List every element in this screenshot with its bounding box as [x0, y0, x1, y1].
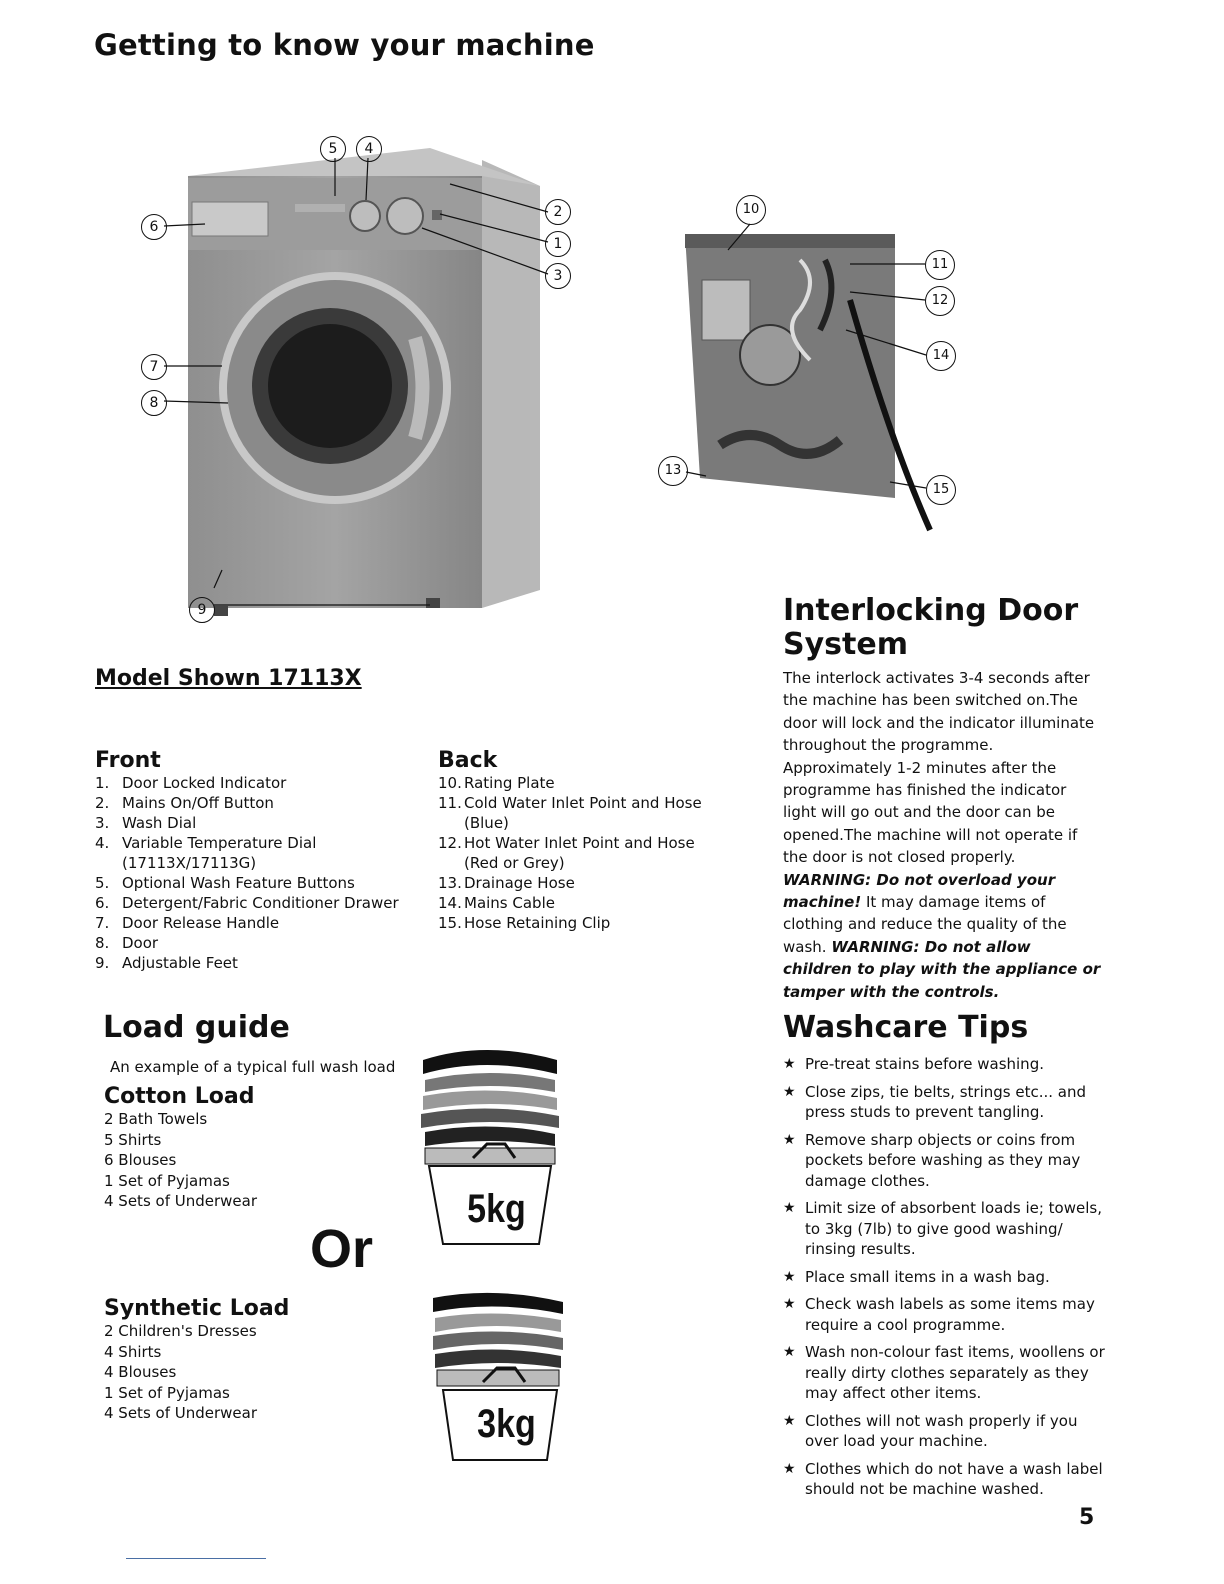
- list-item: 7. Door Release Handle: [95, 914, 280, 932]
- list-item: ★ Check wash labels as some items may require a cool programme.: [783, 1295, 1095, 1334]
- list-item: ★ Clothes will not wash properly if you over load your machine.: [783, 1411, 1078, 1450]
- star-icon: ★: [783, 1131, 796, 1148]
- page-title: Getting to know your machine: [94, 28, 595, 62]
- front-heading: Front: [95, 748, 161, 773]
- callout-5: 5: [320, 136, 346, 162]
- list-item: ★ Remove sharp objects or coins from pockets before washing as they may damage clothes.: [783, 1130, 1081, 1190]
- callout-4: 4: [356, 136, 382, 162]
- list-item: 10. Rating Plate: [438, 774, 555, 792]
- back-section: [438, 748, 738, 933]
- interlock-body: The interlock activates 3-4 seconds after the machine has been switched on.The door will lock and the indicator illuminate throughout the programme. Approximately 1-2 minutes after the programme has finished the indicator light will go out and the door can be opened.The machine will not operate if the door is not closed properly. WARNING: Do not overload your machine! It may damage items of clothing and reduce the quality of the wash. WARNING: Do not allow children to play with the appliance or tamper with the controls.: [783, 669, 1101, 1001]
- list-item: (Red or Grey): [464, 854, 565, 872]
- list-item: 4 Sets of Underwear: [104, 1404, 258, 1422]
- callout-9: 9: [189, 597, 215, 623]
- callout-6: 6: [141, 214, 167, 240]
- list-item: ★ Close zips, tie belts, strings etc... and press studs to prevent tangling.: [783, 1082, 1087, 1121]
- front-list: [95, 773, 425, 973]
- list-item: ★ Limit size of absorbent loads ie; towels, to 3kg (7lb) to give good washing/ rinsing results.: [783, 1199, 1102, 1258]
- callout-12: 12: [925, 286, 955, 316]
- callout-2: 2: [545, 199, 571, 225]
- list-item: ★ Clothes which do not have a wash label should not be machine washed.: [783, 1459, 1103, 1498]
- warning-overload: WARNING: Do not overload your machine!: [783, 870, 1056, 912]
- list-item: 8. Door: [95, 934, 159, 952]
- list-item: 6 Blouses: [104, 1151, 177, 1169]
- list-item: 14. Mains Cable: [438, 894, 555, 912]
- weight-5kg: 5kg: [467, 1187, 526, 1231]
- cotton-load: [104, 1084, 364, 1212]
- list-item: 12. Hot Water Inlet Point and Hose: [438, 834, 695, 852]
- list-item: 4 Sets of Underwear: [104, 1192, 258, 1210]
- list-item: 5. Optional Wash Feature Buttons: [95, 874, 355, 892]
- model-shown: Model Shown 17113X: [95, 666, 362, 691]
- star-icon: ★: [783, 1296, 796, 1312]
- list-item: 9. Adjustable Feet: [95, 954, 238, 972]
- list-item: 4. Variable Temperature Dial: [95, 834, 317, 852]
- synthetic-heading: Synthetic Load: [104, 1296, 290, 1321]
- list-item: 4 Shirts: [104, 1342, 162, 1361]
- list-item: 11. Cold Water Inlet Point and Hose: [438, 794, 702, 812]
- list-item: 1 Set of Pyjamas: [104, 1383, 230, 1402]
- callout-8: 8: [141, 390, 167, 416]
- footer-rule: [126, 1558, 266, 1559]
- star-icon: ★: [783, 1083, 796, 1100]
- machine-back-illustration: [650, 190, 970, 540]
- star-icon: ★: [783, 1200, 796, 1216]
- machine-front-illustration: [130, 128, 580, 628]
- callout-1: 1: [545, 231, 571, 257]
- star-icon: ★: [783, 1412, 796, 1429]
- callout-7: 7: [141, 354, 167, 380]
- list-item: 13. Drainage Hose: [438, 874, 575, 892]
- list-item: 1 Set of Pyjamas: [104, 1171, 230, 1190]
- back-heading: Back: [438, 748, 498, 773]
- washcare-heading: Washcare Tips: [783, 1010, 1029, 1045]
- list-item: (Blue): [464, 814, 509, 832]
- list-item: 4 Blouses: [104, 1363, 177, 1381]
- page-number: 5: [1079, 1505, 1095, 1530]
- synthetic-load: [104, 1296, 364, 1424]
- list-item: 2. Mains On/Off Button: [95, 794, 274, 812]
- warning-children: WARNING: Do not allow children to play with the appliance or tamper with the controls.: [783, 937, 1101, 1001]
- list-item: ★ Pre-treat stains before washing.: [783, 1055, 1044, 1073]
- callout-10: 10: [736, 195, 766, 225]
- list-item: 2 Bath Towels: [104, 1110, 208, 1128]
- callout-3: 3: [545, 263, 571, 289]
- list-item: 2 Children's Dresses: [104, 1322, 257, 1340]
- callout-15: 15: [926, 475, 956, 505]
- weight-3kg: 3kg: [477, 1402, 536, 1446]
- load-guide-heading: Load guide: [103, 1010, 290, 1045]
- list-item: ★ Wash non-colour fast items, woollens or really dirty clothes separately as they may affect other items.: [783, 1343, 1105, 1402]
- callout-13: 13: [658, 456, 688, 486]
- star-icon: ★: [783, 1268, 796, 1285]
- star-icon: ★: [783, 1056, 796, 1072]
- callout-11: 11: [925, 250, 955, 280]
- star-icon: ★: [783, 1460, 796, 1477]
- front-section: [95, 748, 425, 973]
- or-label: Or: [310, 1219, 374, 1279]
- list-item: 3. Wash Dial: [95, 814, 197, 832]
- load-guide-intro: An example of a typical full wash load: [110, 1058, 396, 1076]
- list-item: 5 Shirts: [104, 1130, 162, 1149]
- list-item: 1. Door Locked Indicator: [95, 774, 287, 792]
- star-icon: ★: [783, 1344, 796, 1360]
- washcare-tips-list: [783, 1054, 1105, 1507]
- cotton-heading: Cotton Load: [104, 1084, 255, 1109]
- list-item: ★ Place small items in a wash bag.: [783, 1267, 1050, 1286]
- list-item: 6. Detergent/Fabric Conditioner Drawer: [95, 894, 399, 912]
- back-list: [438, 773, 738, 933]
- list-item: 15. Hose Retaining Clip: [438, 914, 611, 932]
- callout-14: 14: [926, 341, 956, 371]
- interlock-heading: Interlocking Door System: [783, 593, 1079, 662]
- list-item: (17113X/17113G): [122, 854, 257, 872]
